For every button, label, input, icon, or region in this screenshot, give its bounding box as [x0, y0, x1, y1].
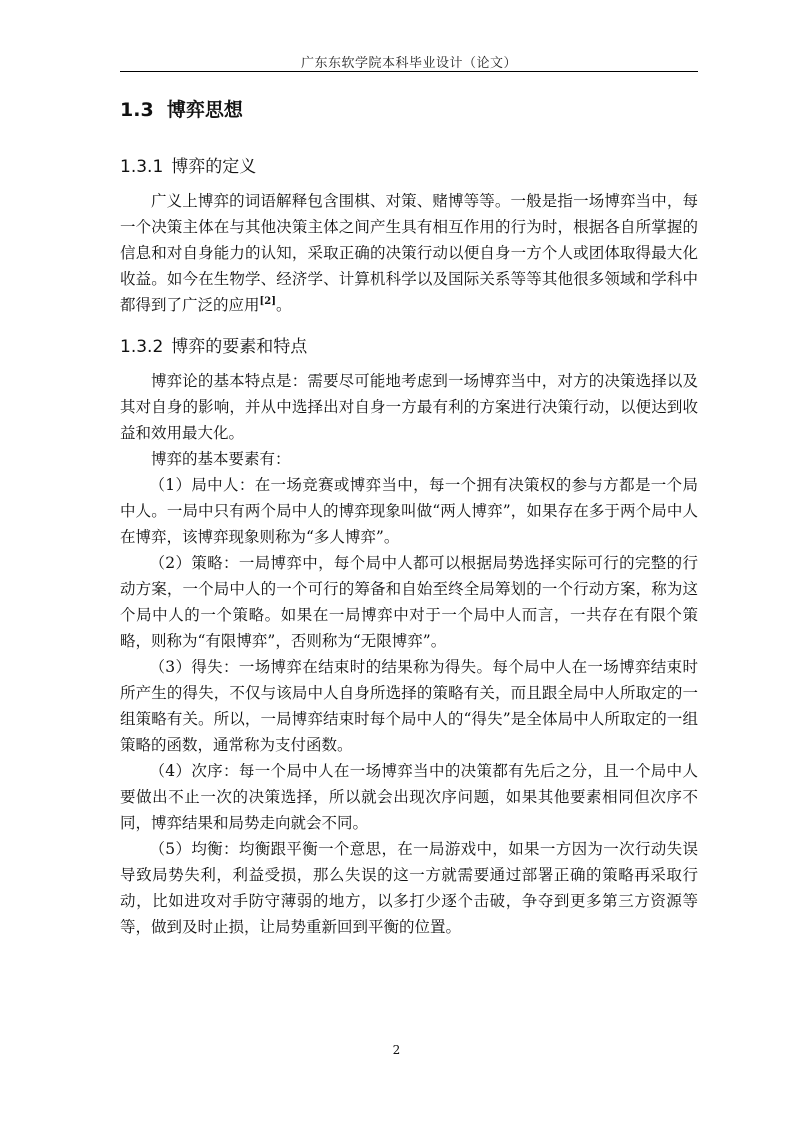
element-item-payoff: （3）得失：一场博弈在结束时的结果称为得失。每个局中人在一场博弈结束时所产生的得失，不仅与该局中人自身所选择的策略有关，而且跟全局中人所取定的一组策略有关。所以，一局博弈结束时每个局中人的“得失”是全体局中人所取定的一组策略的函数，通常称为支付函数。: [120, 658, 698, 754]
page-body: [120, 92, 698, 940]
elements-lead: 博弈的基本要素有：: [151, 450, 291, 468]
section-number: 1.3: [120, 99, 154, 121]
page-number: 2: [392, 1043, 401, 1057]
page-header: 广东东软学院本科毕业设计（论文）: [300, 56, 517, 71]
features-paragraph: 博弈论的基本特点是：需要尽可能地考虑到一场博弈当中，对方的决策选择以及其对自身的影响，并从中选择出对自身一方最有利的方案进行决策行动，以便达到收益和效用最大化。: [120, 372, 698, 442]
header-rule: [120, 71, 698, 72]
subsection-number: 1.3.2: [120, 337, 164, 357]
definition-text: 广义上博弈的词语解释包含围棋、对策、赌博等等。一般是指一场博弈当中，每一个决策主体在与其他决策主体之间产生具有相互作用的行为时，根据各自所掌握的信息和对自身能力的认知，采取正确的决策行动以便自身一方个人或团体取得最大化收益。如今在生物学、经济学、计算机科学以及国际关系等等其他很多领域和学科中都得到了广泛的应用: [120, 192, 698, 314]
citation-ref[interactable]: [2]: [259, 295, 276, 307]
subsection-title: 博弈的定义: [171, 157, 257, 177]
section-title: 博弈思想: [166, 99, 243, 121]
subsection-heading-definition: [120, 154, 698, 180]
definition-paragraph: [120, 188, 698, 318]
section-heading: [120, 96, 698, 124]
element-item-strategy: （2）策略：一局博弈中，每个局中人都可以根据局势选择实际可行的完整的行动方案，一个局中人的一个可行的筹备和自始至终全局筹划的一个行动方案，称为这个局中人的一个策略。如果在一局博弈中对于一个局中人而言，一共存在有限个策略，则称为“有限博弈”，否则称为“无限博弈”。: [120, 554, 698, 650]
element-item-order: （4）次序：每一个局中人在一场博弈当中的决策都有先后之分，且一个局中人要做出不止一次的决策选择，所以就会出现次序问题，如果其他要素相同但次序不同，博弈结果和局势走向就会不同。: [120, 762, 698, 832]
subsection-title: 博弈的要素和特点: [171, 337, 308, 357]
element-item-players: （1）局中人：在一场竞赛或博弈当中，每一个拥有决策权的参与方都是一个局中人。一局中只有两个局中人的博弈现象叫做“两人博弈”，如果存在多于两个局中人在博弈，该博弈现象则称为“多人博弈”。: [120, 476, 698, 546]
subsection-number: 1.3.1: [120, 157, 164, 177]
subsection-heading-elements: [120, 334, 698, 360]
element-item-equilibrium: （5）均衡：均衡跟平衡一个意思，在一局游戏中，如果一方因为一次行动失误导致局势失利，利益受损，那么失误的这一方就需要通过部署正确的策略再采取行动，比如进攻对手防守薄弱的地方，以多打少逐个击破，争夺到更多第三方资源等等，做到及时止损，让局势重新回到平衡的位置。: [120, 840, 698, 936]
definition-end: 。: [275, 296, 292, 314]
